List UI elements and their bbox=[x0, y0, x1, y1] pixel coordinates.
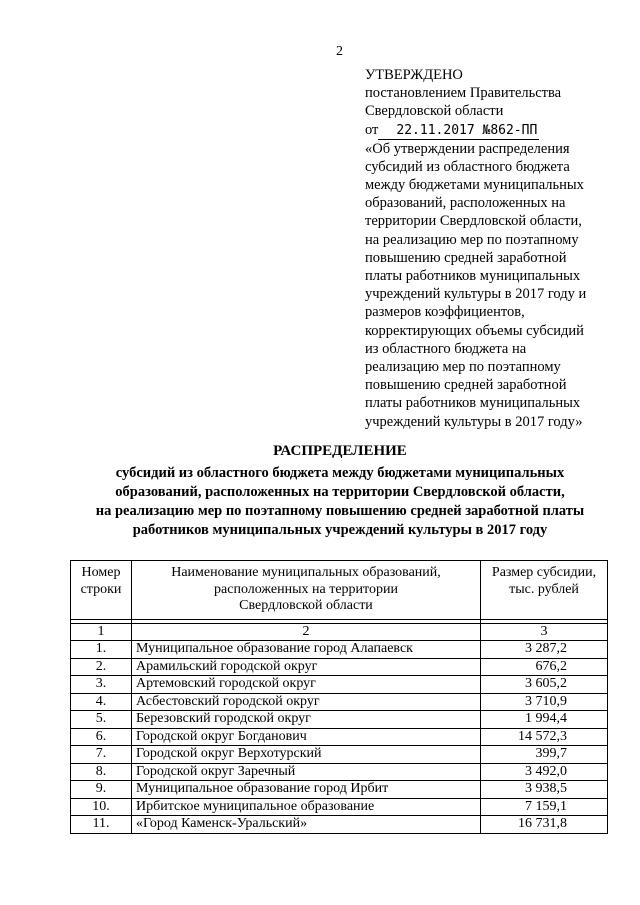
subsidy-value: 7 159,1 bbox=[481, 798, 608, 816]
subsidy-value: 676,2 bbox=[481, 658, 608, 676]
subsidy-value: 3 492,0 bbox=[481, 763, 608, 781]
approval-line: платы работников муниципальных bbox=[365, 268, 581, 285]
approval-line: учреждений культуры в 2017 году и bbox=[365, 286, 587, 303]
municipality-name: Ирбитское муниципальное образование bbox=[132, 798, 481, 816]
table-header-row bbox=[71, 561, 608, 620]
header-row-number: Номер строки bbox=[71, 561, 132, 620]
approval-line: субсидий из областного бюджета bbox=[365, 158, 570, 175]
approval-line: реализацию мер по поэтапному bbox=[365, 359, 561, 376]
table-row bbox=[71, 658, 608, 676]
row-number: 1. bbox=[71, 641, 132, 659]
table-row bbox=[71, 676, 608, 694]
header-subsidy-amount: Размер субсидии, тыс. рублей bbox=[481, 561, 608, 620]
municipality-name: Артемовский городской округ bbox=[132, 676, 481, 694]
row-number: 3. bbox=[71, 676, 132, 694]
municipality-name: Асбестовский городской округ bbox=[132, 693, 481, 711]
heading-line: субсидий из областного бюджета между бюджетами муниципальных bbox=[115, 465, 565, 481]
approval-line: платы работников муниципальных bbox=[365, 395, 581, 412]
table-row bbox=[71, 763, 608, 781]
approval-line: образований, расположенных на bbox=[365, 195, 566, 212]
heading-title: РАСПРЕДЕЛЕНИЕ bbox=[273, 443, 407, 459]
subsidy-value: 16 731,8 bbox=[481, 816, 608, 834]
row-number: 4. bbox=[71, 693, 132, 711]
document-heading bbox=[60, 443, 620, 540]
row-number: 8. bbox=[71, 763, 132, 781]
approval-title: УТВЕРЖДЕНО bbox=[365, 67, 463, 83]
approval-line: повышению средней заработной bbox=[365, 249, 567, 266]
table-row bbox=[71, 693, 608, 711]
column-number: 2 bbox=[132, 623, 481, 641]
municipality-name: «Город Каменск-Уральский» bbox=[132, 816, 481, 834]
municipality-name: Муниципальное образование город Ирбит bbox=[132, 781, 481, 799]
row-number: 6. bbox=[71, 728, 132, 746]
row-number: 9. bbox=[71, 781, 132, 799]
approval-line: территории Свердловской области, bbox=[365, 213, 582, 230]
subsidy-value: 3 605,2 bbox=[481, 676, 608, 694]
subsidy-value: 1 994,4 bbox=[481, 711, 608, 729]
approval-line: между бюджетами муниципальных bbox=[365, 177, 584, 194]
approval-line: учреждений культуры в 2017 году» bbox=[365, 413, 583, 430]
municipality-name: Муниципальное образование город Алапаевск bbox=[132, 641, 481, 659]
approval-block bbox=[365, 66, 610, 431]
row-number: 11. bbox=[71, 816, 132, 834]
approval-line: размеров коэффициентов, bbox=[365, 304, 525, 321]
table-row bbox=[71, 746, 608, 764]
subsidy-value: 399,7 bbox=[481, 746, 608, 764]
approval-date-line bbox=[365, 121, 610, 140]
heading-line: образований, расположенных на территории Свердловской области, bbox=[115, 484, 565, 500]
subsidy-value: 3 710,9 bbox=[481, 693, 608, 711]
approval-line: из областного бюджета на bbox=[365, 340, 527, 357]
subsidy-value: 3 287,2 bbox=[481, 641, 608, 659]
row-number: 10. bbox=[71, 798, 132, 816]
municipality-name: Городской округ Богданович bbox=[132, 728, 481, 746]
approval-line: «Об утверждении распределения bbox=[365, 140, 570, 157]
table-row bbox=[71, 816, 608, 834]
row-number: 5. bbox=[71, 711, 132, 729]
table-row bbox=[71, 641, 608, 659]
approval-line: корректирующих объемы субсидий bbox=[365, 322, 584, 339]
subsidy-value: 3 938,5 bbox=[481, 781, 608, 799]
date-field: 22.11.2017 №862-ПП bbox=[378, 123, 539, 140]
approval-line: на реализацию мер по поэтапному bbox=[365, 231, 579, 248]
subsidy-table bbox=[70, 560, 608, 834]
approval-line: постановлением Правительства bbox=[365, 85, 562, 102]
approval-line: Свердловской области bbox=[365, 103, 504, 120]
municipality-name: Арамильский городской округ bbox=[132, 658, 481, 676]
row-number: 7. bbox=[71, 746, 132, 764]
row-number: 2. bbox=[71, 658, 132, 676]
column-number: 3 bbox=[481, 623, 608, 641]
header-municipality-name: Наименование муниципальных образований, расположенных на территории Свердловской области bbox=[132, 561, 481, 620]
table-row bbox=[71, 711, 608, 729]
municipality-name: Березовский городской округ bbox=[132, 711, 481, 729]
subsidy-value: 14 572,3 bbox=[481, 728, 608, 746]
heading-line: на реализацию мер по поэтапному повышению средней заработной платы bbox=[95, 503, 585, 519]
heading-line: работников муниципальных учреждений культуры в 2017 году bbox=[132, 522, 548, 538]
table-row bbox=[71, 798, 608, 816]
approval-line: повышению средней заработной bbox=[365, 377, 567, 394]
column-number: 1 bbox=[71, 623, 132, 641]
table-row bbox=[71, 781, 608, 799]
table-row bbox=[71, 728, 608, 746]
page-number: 2 bbox=[336, 44, 343, 59]
municipality-name: Городской округ Верхотурский bbox=[132, 746, 481, 764]
date-prefix: от bbox=[365, 121, 379, 138]
column-numbers-row bbox=[71, 623, 608, 641]
municipality-name: Городской округ Заречный bbox=[132, 763, 481, 781]
